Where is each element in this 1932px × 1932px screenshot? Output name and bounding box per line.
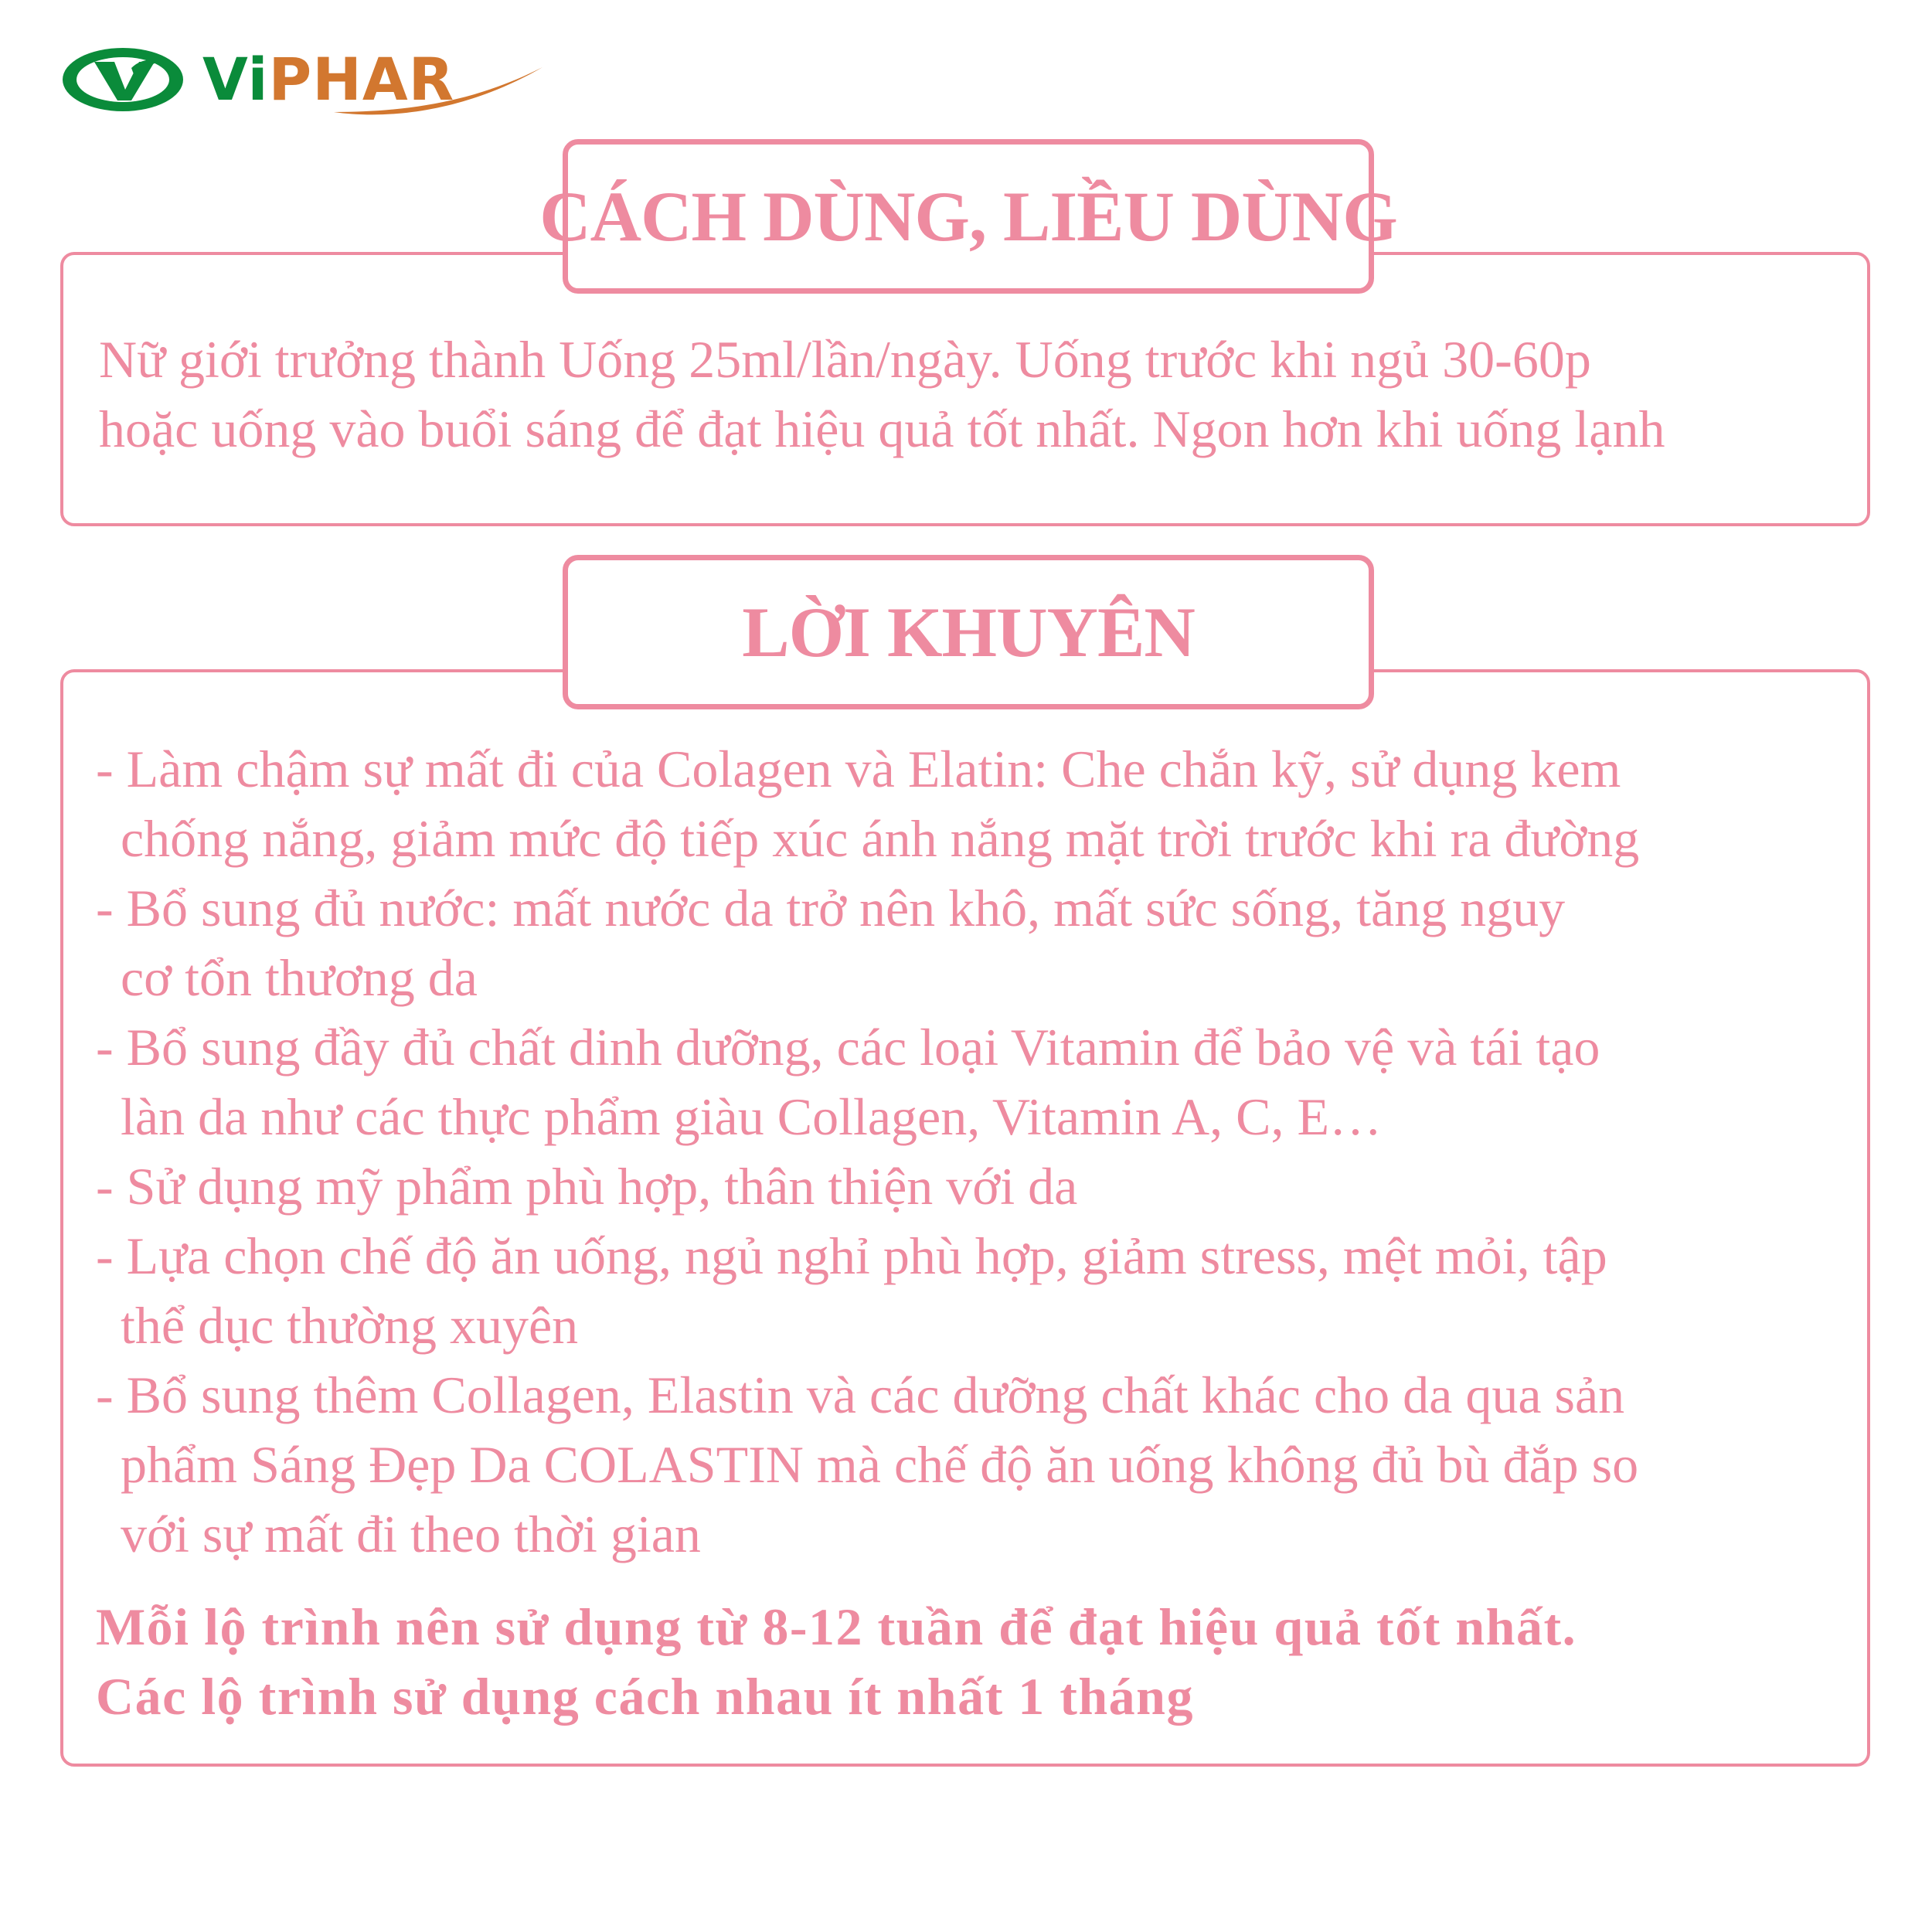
advice-item-line: - Sử dụng mỹ phẩm phù hợp, thân thiện với da xyxy=(96,1157,1078,1216)
closing-line: Các lộ trình sử dụng cách nhau ít nhất 1 tháng xyxy=(96,1667,1194,1726)
usage-line: Nữ giới trưởng thành Uống 25ml/lần/ngày. Uống trước khi ngủ 30-60p xyxy=(99,330,1591,389)
advice-item-line: - Làm chậm sự mất đi của Colagen và Elatin: Che chắn kỹ, sử dụng kem xyxy=(96,740,1621,798)
advice-item-line: - Bổ sung đủ nước: mất nước da trở nên khô, mất sức sống, tăng nguy xyxy=(96,879,1566,937)
advice-item xyxy=(96,873,1873,1012)
brand-wordmark xyxy=(202,45,455,114)
advice-item xyxy=(96,1151,1873,1221)
brand-name-vi: Vi xyxy=(202,45,269,114)
usage-text xyxy=(99,325,1876,464)
brand-logo xyxy=(60,45,454,114)
advice-item xyxy=(96,1221,1873,1360)
brand-name-phar: PHAR xyxy=(268,45,455,114)
advice-closing xyxy=(96,1592,1873,1731)
advice-item-line: - Lựa chọn chế độ ăn uống, ngủ nghỉ phù hợp, giảm stress, mệt mỏi, tập xyxy=(96,1226,1607,1285)
advice-item-continuation: thể dục thường xuyên xyxy=(121,1296,579,1355)
advice-list xyxy=(96,734,1873,1569)
advice-item-continuation: chống nắng, giảm mức độ tiếp xúc ánh nắng mặt trời trước khi ra đường xyxy=(121,809,1640,868)
advice-item xyxy=(96,1360,1873,1569)
advice-item-line: - Bổ sung thêm Collagen, Elastin và các dưỡng chất khác cho da qua sản xyxy=(96,1366,1625,1424)
advice-item-continuation: phẩm Sáng Đẹp Da COLASTIN mà chế độ ăn uống không đủ bù đắp so xyxy=(121,1435,1639,1494)
advice-title: LỜI KHUYÊN xyxy=(563,555,1374,709)
usage-line: hoặc uống vào buổi sáng để đạt hiệu quả tốt nhất. Ngon hơn khi uống lạnh xyxy=(99,400,1665,458)
viphar-v-leaf-icon xyxy=(60,45,185,114)
closing-line: Mỗi lộ trình nên sử dụng từ 8-12 tuần để đạt hiệu quả tốt nhất. xyxy=(96,1597,1577,1656)
advice-item-continuation: làn da như các thực phẩm giàu Collagen, Vitamin A, C, E… xyxy=(121,1087,1383,1146)
advice-item-continuation: với sự mất đi theo thời gian xyxy=(121,1505,701,1563)
advice-item xyxy=(96,734,1873,873)
usage-title: CÁCH DÙNG, LIỀU DÙNG xyxy=(563,139,1374,294)
advice-item-line: - Bổ sung đầy đủ chất dinh dưỡng, các loại Vitamin để bảo vệ và tái tạo xyxy=(96,1018,1600,1077)
advice-item xyxy=(96,1012,1873,1151)
advice-item-continuation: cơ tổn thương da xyxy=(121,948,478,1007)
logo-swoosh-icon xyxy=(318,55,550,124)
